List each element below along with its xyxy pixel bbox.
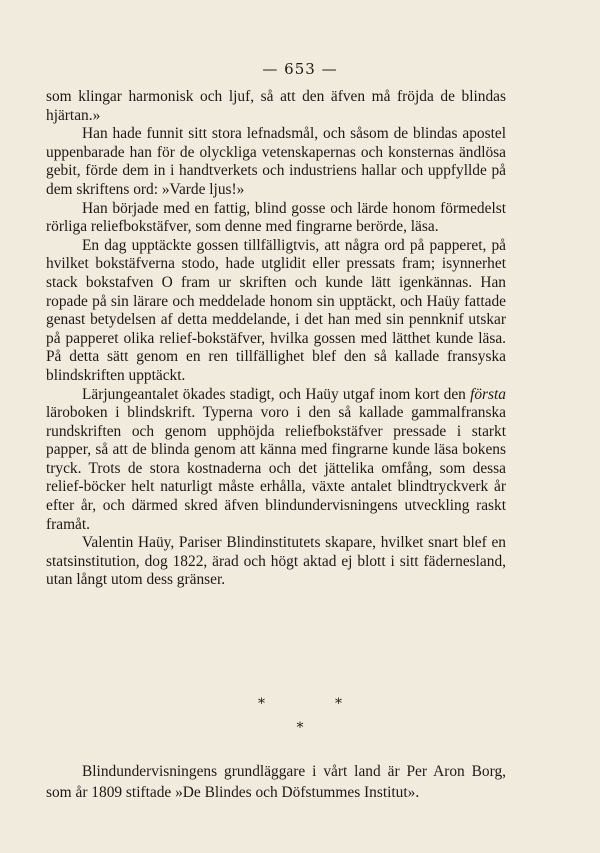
section-separator-bottom [0,720,600,736]
page-number: — 653 — [262,60,338,78]
first-book-text-end: läroboken i blindskrift. Typerna voro i den så kallade gammalfranska rundskriften och genom upphöjda reliefbokstäfver pressade i starkt papper, så att de blinda genom att känna med fingrarne kunde läsa bokens tryck. Trots de stora kostnaderna och det jättelika omfång, som dessa relief-böcker helt naturligt måste erhålla, växte antalet blindtryckverk år efter år, och därmed skred äfven blindundervisningens utveckling raskt framåt. [46,404,506,533]
first-book-text-start: Lärjungeantalet ökades stadigt, och Haüy utgaf inom kort den [82,385,471,403]
paragraph-continuation: som klingar harmonisk och ljuf, så att den äfven må fröjda de blindas hjärtan.» [46,88,506,124]
main-text [46,88,506,590]
separator-star-center: * [296,720,304,736]
paragraph-discovery: En dag upptäckte gossen tillfälligtvis, att några ord på papperet, på hvilket bokstäfverna stodo, hade utglidit eller pressats fram; isynnerhet stack bokstafven O fram ur skriften och kunde lätt igenkännas. Han ropade på sin lärare och meddelade honom sin upptäckt, och Haüy fattade genast betydelsen af detta meddelande, i det han med sin pennknif utskar på papperet olika relief-bokstäfver, hvilka gossen med lätthet kunde läsa. På detta sätt genom en ren tillfällighet blef den så kallade fransyska blindskriften upptäckt. [46,236,506,384]
emphasis-first: första [470,385,506,403]
paragraph-first-book [46,386,506,535]
closing-text [46,761,506,803]
paragraph-blind-boy: Han började med en fattig, blind gosse och lärde honom förmedelst rörliga reliefbokstäfver, som denne med fingrarne berörde, läsa. [46,199,506,236]
separator-star-right: * [335,696,342,712]
section-separator-top [0,696,600,712]
paragraph-sweden-founder: Blindundervisningens grundläggare i vårt land är Per Aron Borg, som år 1809 stiftade »De Blindes och Döfstummes Institut». [46,763,506,801]
paragraph-apostle: Han hade funnit sitt stora lefnadsmål, och såsom de blindas apostel uppenbarade han för de olyckliga vetenskapernas och konsternas ändlösa gebit, förde dem in i handtverkets och industriens hallar och uppfyllde på dem skriftens ord: »Varde ljus!» [46,125,506,198]
paragraph-hauy-death: Valentin Haüy, Pariser Blindinstitutets skapare, hvilket snart blef en statsinstitution, dog 1822, ärad och högt aktad ej blott i sitt fädernesland, utan långt utom dess gränser. [46,534,506,589]
separator-star-left: * [258,696,265,712]
